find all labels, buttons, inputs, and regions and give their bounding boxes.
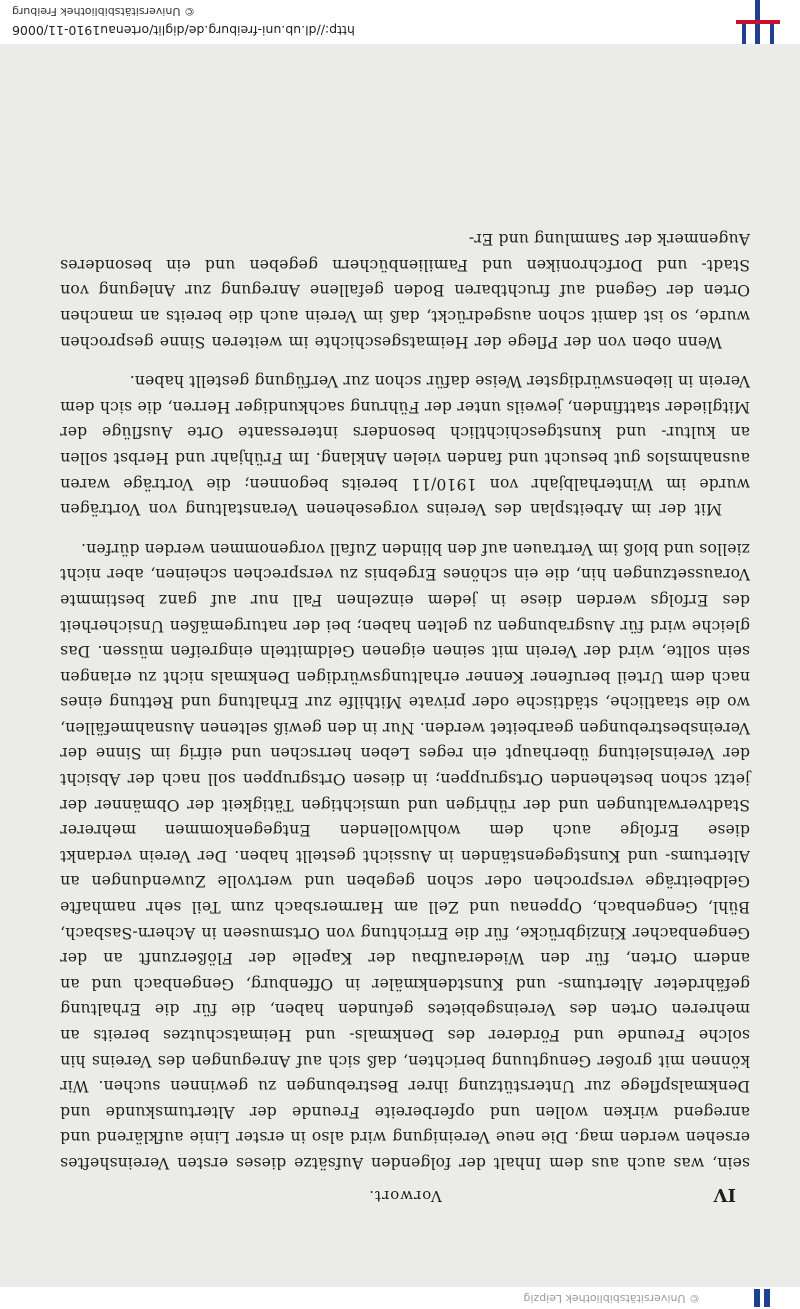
running-head: Vorwort. xyxy=(368,1187,442,1205)
viewer-bottom-bar xyxy=(0,0,800,44)
page-number: IV xyxy=(713,1184,736,1205)
viewer-top-bar xyxy=(0,1287,800,1309)
bottom-copyright: © Universitätsbibliothek Freiburg xyxy=(12,5,195,18)
paragraph-1: sein, was auch aus dem Inhalt der folgenden Aufsätze dieses ersten Vereinsheftes ersehen werden mag. Die neue Vereinigung wird also in erster Linie aufklärend und anregend wirken wollen und opferbereite Freunde der Altertumskunde und Denkmalspflege zur Unterstützung ihrer Bestrebungen zu gewinnen suchen. Wir können mit großer Genugtuung berichten, daß sich auf Anregungen des Vereins hin solche Freunde und Förderer des Denkmals- und Heimatschutzes bereits an mehreren Orten des Vereinsgebietes gefunden haben, die für die Erhaltung gefährdeter Altertums- und Kunstdenkmäler in Offenburg, Gengenbach und an andern Orten, für den Wiederaufbau der Kapelle der Flößerzunft an der Gengenbacher Kinzigbrücke, für die Errichtung von Ortsmuseen in Achern-Sasbach, Bühl, Gengenbach, Oppenau und Zell am Harmersbach zum Teil sehr namhafte Geldbeiträge versprochen oder schon gegeben und wertvolle Zuwendungen an Altertums- und Kunstgegenständen in Aussicht gestellt haben. Der Verein verdankt diese Erfolge auch dem wohlwollenden Entgegenkommen mehrerer Stadtverwaltungen und der rührigen und umsichtigen Tätigkeit der Obmänner der jetzt schon bestehenden Ortsgruppen; in diesen Ortsgruppen soll nach der Absicht der Vereinsleitung überhaupt ein reges Leben herrschen und eifrig im Sinne der Vereinsbestrebungen gearbeitet werden. Nur in den gewiß seltenen Ausnahmefällen, wo die staatliche, städtische oder private Mithilfe zur Erhaltung und Rettung eines nach dem Urteil berufener Kenner erhaltungswürdigen Denkmals nicht zu erlangen sein sollte, wird der Verein mit seinen eigenen Geldmitteln eingreifen müssen. Das gleiche wird für Ausgrabungen zu gelten haben; bei der naturgemäßen Unsicherheit des Erfolgs werden diese in jedem einzelnen Fall nur auf ganz bestimmte Voraussetzungen hin, die ein schönes Ergebnis zu versprechen scheinen, aber nicht ziellos und bloß im Vertrauen auf den blinden Zufall vorgenommen werden dürfen. xyxy=(60,539,750,1172)
paragraph-3: Wenn oben von der Pflege der Heimatsgeschichte im weiteren Sinne gesprochen wurde, so ist damit schon ausgedrückt, daß im Verein auch die bereits an manchen Orten der Gegend auf fruchtbaren Boden gefallene Anregung zur Anlegung von Stadt- und Dorfchroniken und Familienbüchern gegeben und ein besonderes Augenmerk der Sammlung und Er- xyxy=(60,230,750,351)
page-content xyxy=(60,226,750,1205)
paragraph-2: Mit der im Arbeitsplan des Vereins vorgesehenen Veranstaltung von Vorträgen wurde im Winterhalbjahr von 1910/11 bereits begonnen; die Vorträge waren ausnahmslos gut besucht und fanden vielen Anklang. Im Frühjahr und Herbst sollen an kultur- und kunstgeschichtlich besonders interessante Orte Ausflüge der Mitglieder stattfinden, jeweils unter der Führung sachkundiger Herren, die sich dem Verein in liebenswürdigster Weise dafür schon zur Verfügung gestellt haben. xyxy=(60,372,750,519)
university-logo-icon xyxy=(728,0,788,44)
top-copyright: © Universitätsbibliothek Leipzig xyxy=(523,1292,700,1305)
page-url-link[interactable]: http://dl.ub.uni-freiburg.de/diglit/ortenau1910-11/0006 xyxy=(12,23,355,38)
library-logo-icon xyxy=(736,1289,776,1307)
page-header xyxy=(60,1175,750,1205)
